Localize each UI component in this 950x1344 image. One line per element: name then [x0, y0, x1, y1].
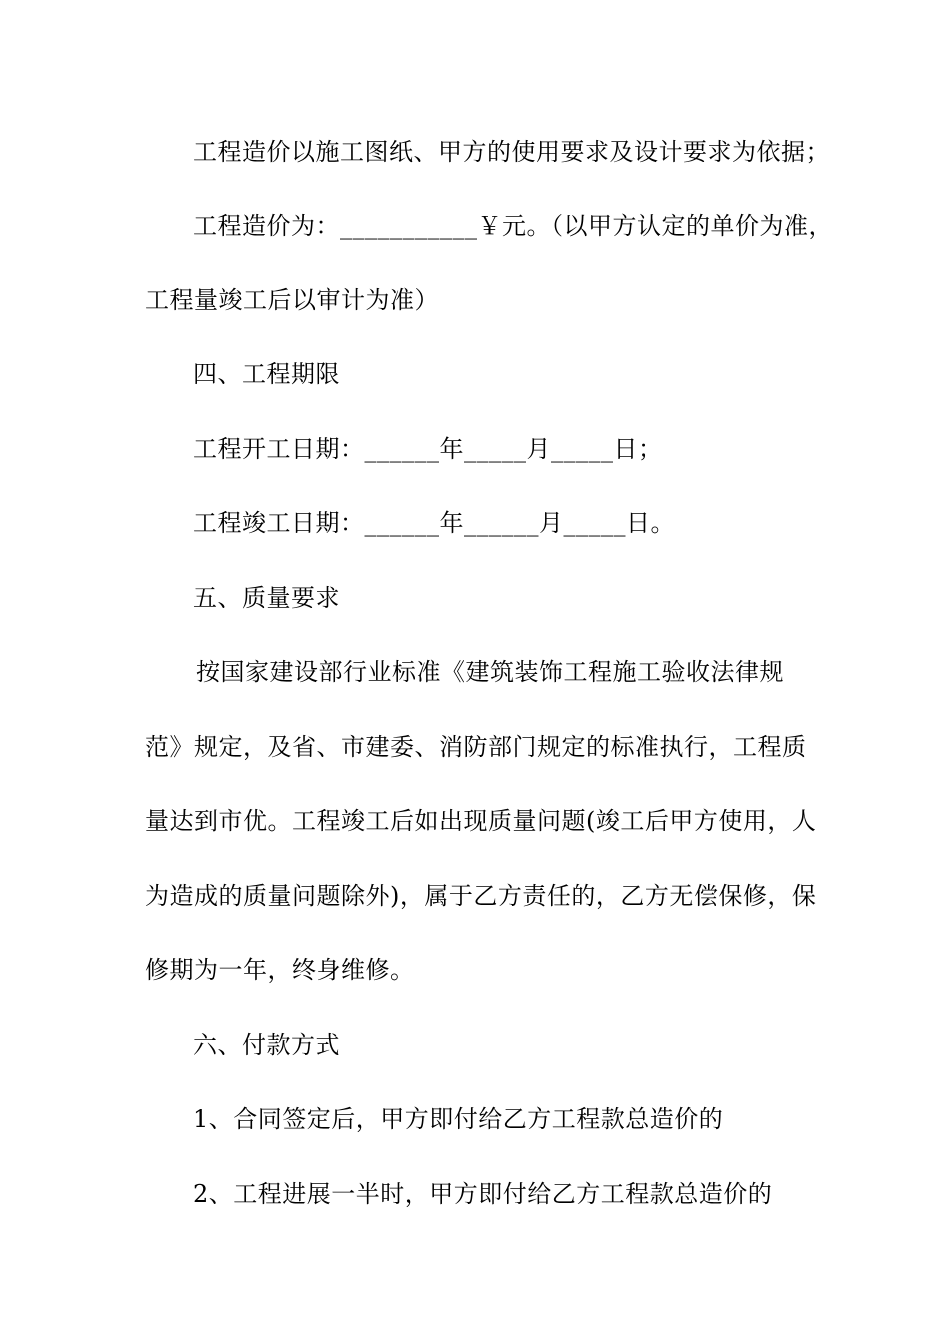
- paragraph-line: 按国家建设部行业标准《建筑装饰工程施工验收法律规: [196, 658, 784, 686]
- paragraph-line: 量达到市优。工程竣工后如出现质量问题(竣工后甲方使用，人: [145, 807, 817, 835]
- paragraph-line: 范》规定，及省、市建委、消防部门规定的标准执行，工程质: [145, 733, 807, 761]
- paragraph-line: 工程造价以施工图纸、甲方的使用要求及设计要求为依据；: [193, 138, 830, 166]
- paragraph-line: 工程开工日期：______年_____月_____日；: [193, 435, 663, 463]
- list-item: 2、工程进展一半时，甲方即付给乙方工程款总造价的: [193, 1180, 773, 1208]
- paragraph-line: 工程竣工日期：______年______月_____日。: [193, 509, 675, 537]
- section-heading: 六、付款方式: [193, 1031, 340, 1059]
- paragraph-line: 工程量竣工后以审计为准）: [145, 286, 439, 314]
- section-heading: 四、工程期限: [193, 360, 340, 388]
- paragraph-line: 为造成的质量问题除外)，属于乙方责任的，乙方无偿保修，保: [145, 882, 817, 910]
- paragraph-line: 工程造价为：___________￥元。（以甲方认定的单价为准，: [193, 212, 833, 240]
- list-item: 1、合同签定后，甲方即付给乙方工程款总造价的: [193, 1105, 724, 1133]
- paragraph-line: 修期为一年，终身维修。: [145, 956, 415, 984]
- section-heading: 五、质量要求: [193, 584, 340, 612]
